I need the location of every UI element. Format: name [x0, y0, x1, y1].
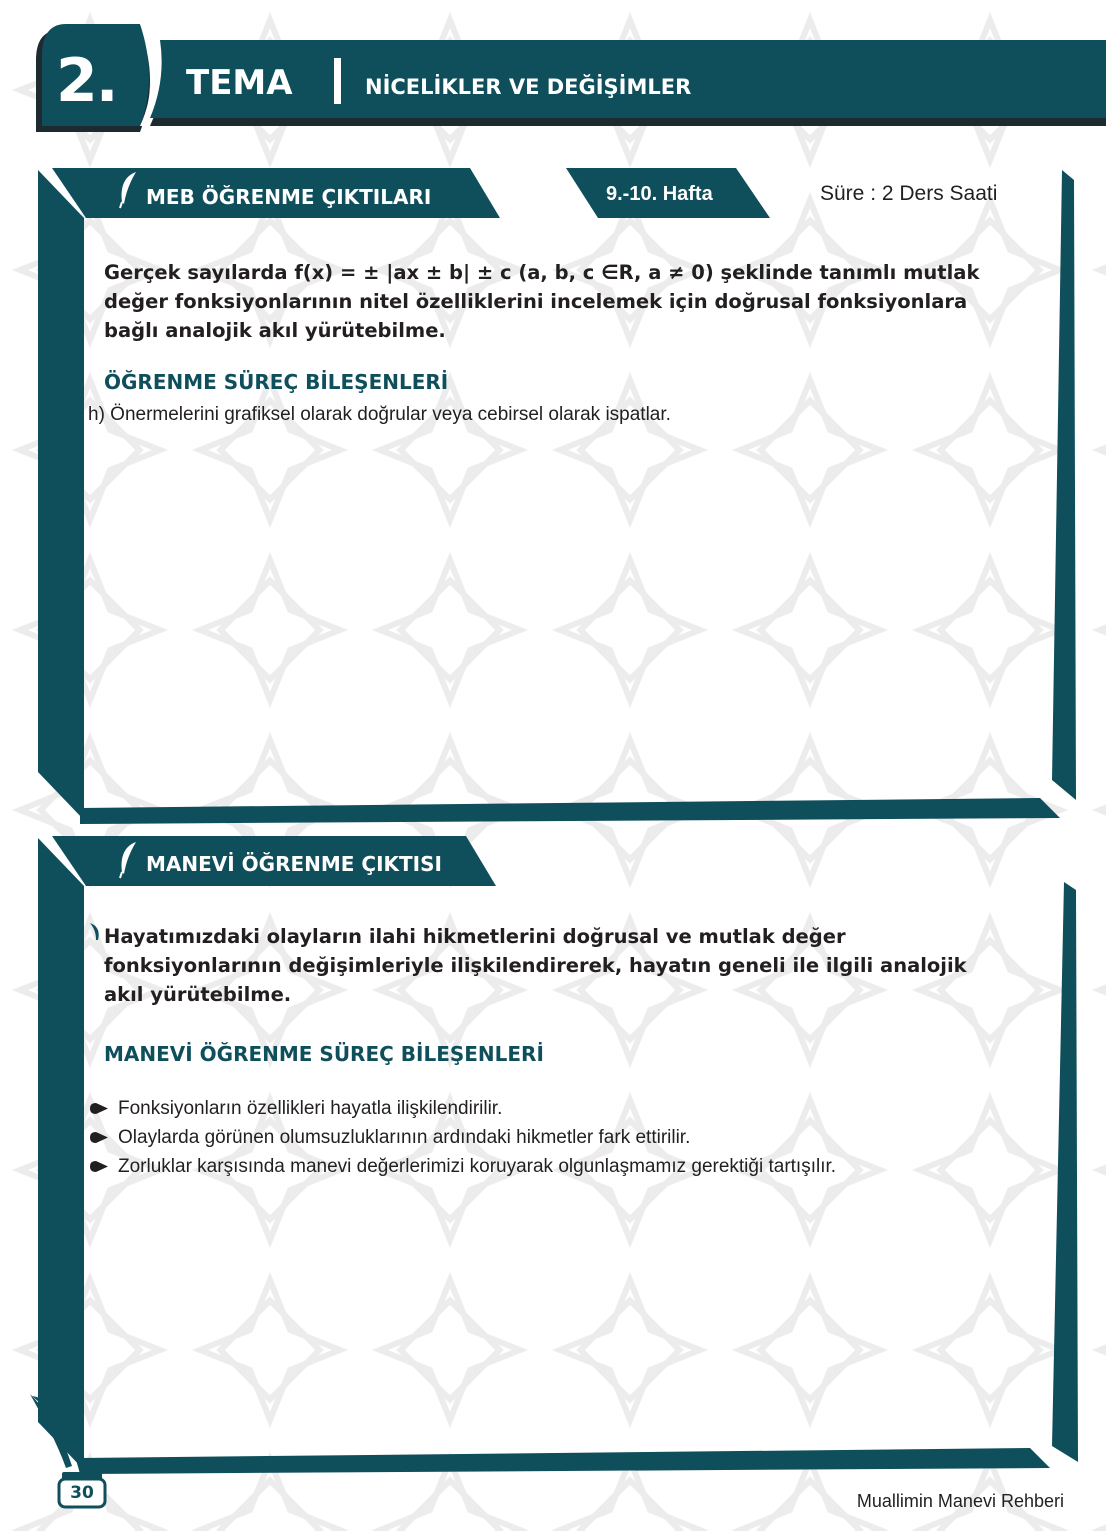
meb-section-title: MEB ÖĞRENME ÇIKTILARI: [146, 185, 432, 209]
book-title: Muallimin Manevi Rehberi: [856, 1491, 1064, 1511]
theme-number: 2.: [56, 46, 117, 116]
list-item-text: Fonksiyonların özellikleri hayatla ilişkilendirilir.: [118, 1098, 503, 1119]
bullet-icon: [90, 1103, 108, 1114]
quill-icon: [88, 922, 102, 942]
manevi-objective: Hayatımızdaki olayların ilahi hikmetlerini doğrusal ve mutlak değer fonksiyonlarının değişimleriyle ilişkilendirerek, hayatın geneli ile ilgili analojik akıl yürütebilme.: [104, 925, 967, 1006]
page-number: 30: [70, 1483, 94, 1503]
manevi-process-title: MANEVİ ÖĞRENME SÜREÇ BİLEŞENLERİ: [104, 1042, 544, 1066]
manevi-section-title: MANEVİ ÖĞRENME ÇIKTISI: [146, 852, 442, 876]
list-item-text: Olaylarda görünen olumsuzluklarının ardındaki hikmetler fark ettirilir.: [118, 1127, 691, 1148]
list-item-text: Zorluklar karşısında manevi değerlerimizi koruyarak olgunlaşmamız gerektiği tartışılır.: [118, 1156, 837, 1177]
tema-label: TEMA: [186, 63, 293, 103]
meb-objective: Gerçek sayılarda f(x) = ± |ax ± b| ± c (a, b, c ∈R, a ≠ 0) şeklinde tanımlı mutlak değer fonksiyonlarının nitel özelliklerini incelemek için doğrusal fonksiyonlara bağlı analojik akıl yürütebilme.: [104, 261, 980, 342]
quill-icon: [116, 840, 138, 880]
quill-icon: [116, 170, 138, 210]
bullet-icon: [90, 1161, 108, 1172]
meb-process-title: ÖĞRENME SÜREÇ BİLEŞENLERİ: [104, 370, 449, 394]
theme-title: NİCELİKLER VE DEĞİŞİMLER: [365, 75, 692, 99]
header-banner: [0, 0, 1106, 140]
week-label: 9.-10. Hafta: [606, 183, 713, 205]
meb-process-item: h) Önermelerini grafiksel olarak doğrular veya cebirsel olarak ispatlar.: [88, 404, 671, 425]
duration-label: Süre : 2 Ders Saati: [820, 182, 998, 205]
bullet-icon: [90, 1132, 108, 1143]
